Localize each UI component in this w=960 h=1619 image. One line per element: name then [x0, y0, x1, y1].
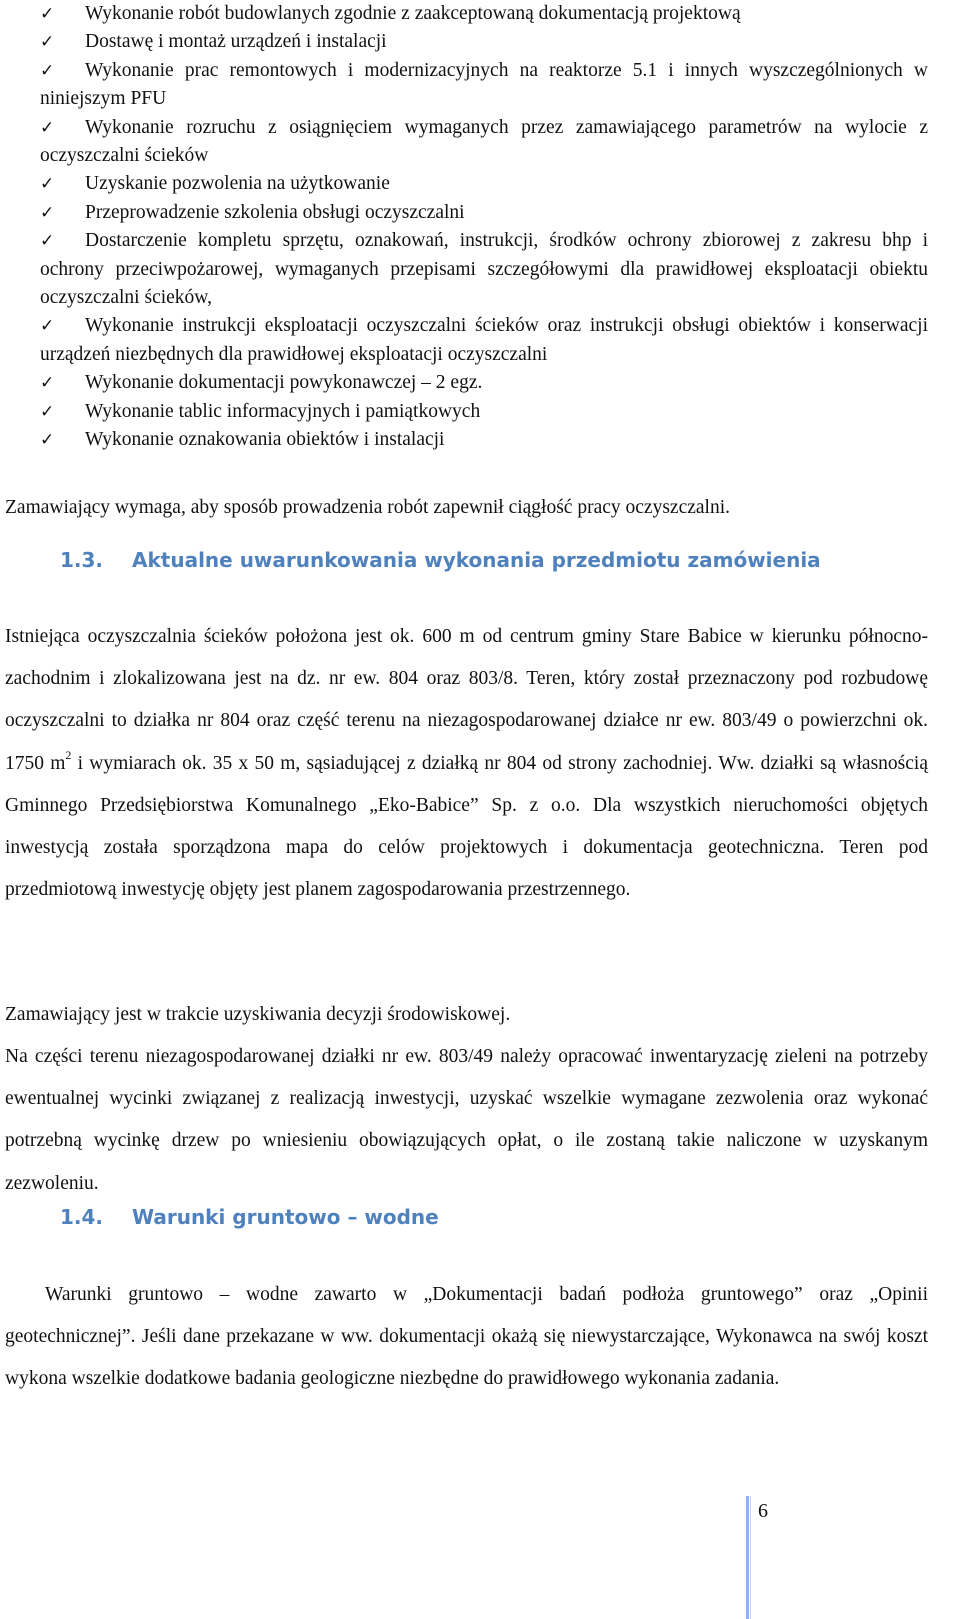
checklist-item: [40, 398, 928, 426]
check-mark-icon: ✓: [40, 373, 55, 394]
checklist-item: [40, 227, 928, 312]
checklist-item-text: Wykonanie instrukcji eksploatacji oczyszczalni ścieków oraz instrukcji obsługi obiektów i konserwacji urządzeń niezbędnych dla prawidłowej eksploatacji oczyszczalni: [40, 315, 928, 365]
check-mark-icon: ✓: [40, 117, 55, 138]
checklist-item-text: Przeprowadzenie szkolenia obsługi oczyszczalni: [85, 201, 465, 223]
checklist-item-text: Wykonanie prac remontowych i modernizacyjnych na reaktorze 5.1 i innych wyszczególnionych w niniejszym PFU: [40, 59, 928, 110]
check-mark-icon: ✓: [40, 174, 55, 195]
check-mark-icon: ✓: [40, 401, 55, 422]
existing-plant-paragraph: [5, 616, 928, 911]
checklist-item-text: Wykonanie tablic informacyjnych i pamiątkowych: [85, 400, 481, 422]
greenery-inventory-paragraph: Na części terenu niezagospodarowanej działki nr ew. 803/49 należy opracować inwentaryzację zieleni na potrzeby ewentualnej wycinki związanej z realizacją inwestycji, uzyskać wszelkie wymagane zezwolenia oraz wykonać potrzebną wycinkę drzew po wniesieniu obowiązujących opłat, o ile zostaną takie naliczone w uzyskanym zezwoleniu.: [5, 1046, 928, 1194]
scope-checklist: [40, 0, 928, 455]
page-number-rule: [746, 1496, 749, 1619]
checklist-item-text: Uzyskanie pozwolenia na użytkowanie: [85, 173, 390, 195]
checklist-item: [40, 170, 928, 198]
ground-water-conditions-paragraph: Warunki gruntowo – wodne zawarto w „Dokumentacji badań podłoża gruntowego” oraz „Opinii geotechnicznej”. Jeśli dane przekazane w ww. dokumentacji okażą się niewystarczające, Wykonawca na swój koszt wykona wszelkie dodatkowe badania geologiczne niezbędne do prawidłowego wykonania zadania.: [5, 1284, 928, 1390]
continuity-requirement-paragraph: Zamawiający wymaga, aby sposób prowadzenia robót zapewnił ciągłość pracy oczyszczalni.: [5, 497, 730, 518]
existing-plant-text-part1: Istniejąca oczyszczalnia ścieków położona jest ok. 600 m od centrum gminy Stare Babice w kierunku północno-zachodnim i zlokalizowana jest na dz. nr ew. 804 oraz 803/8. Teren, który został przeznaczony pod rozbudowę oczyszczalni to działka nr 804 oraz część terenu na niezagospodarowanej działce nr ew. 803/49 o powierzchni ok. 1750 m: [5, 626, 928, 774]
existing-plant-text-part2: i wymiarach ok. 35 x 50 m, sąsiadującej z działką nr 804 od strony zachodniej. Ww. działki są własnością Gminnego Przedsiębiorstwa Komunalnego „Eko-Babice” Sp. z o.o. Dla wszystkich nieruchomości objętych inwestycją została sporządzona mapa do celów projektowych i dokumentacja geotechniczna. Teren pod przedmiotową inwestycję objęty jest planem zagospodarowania przestrzennego.: [5, 752, 928, 901]
checklist-item-text: Wykonanie oznakowania obiektów i instalacji: [85, 429, 445, 451]
check-mark-icon: ✓: [40, 231, 55, 252]
checklist-item: [40, 0, 928, 28]
checklist-item-text: Dostarczenie kompletu sprzętu, oznakowań, instrukcji, środków ochrony zbiorowej z zakresu bhp i ochrony przeciwpożarowej, wymaganych przepisami szczegółowymi dla prawidłowej eksploatacji obiektu oczyszczalni ścieków,: [40, 230, 928, 309]
checklist-item-text: Dostawę i montaż urządzeń i instalacji: [85, 31, 387, 53]
check-mark-icon: ✓: [40, 202, 55, 223]
section-number: 1.4.: [60, 1205, 104, 1229]
section-title: Warunki gruntowo – wodne: [132, 1205, 439, 1229]
section-heading-1-4: [60, 1205, 439, 1229]
check-mark-icon: ✓: [40, 32, 55, 53]
check-mark-icon: ✓: [40, 4, 55, 24]
checklist-item-text: Wykonanie rozruchu z osiągnięciem wymaganych przez zamawiającego parametrów na wylocie z oczyszczalni ścieków: [40, 116, 928, 167]
checklist-item: [40, 312, 928, 369]
section-number: 1.3.: [60, 548, 104, 572]
checklist-item-text: Wykonanie dokumentacji powykonawczej – 2 egz.: [85, 372, 483, 394]
checklist-item: [40, 199, 928, 227]
page-number-rule-accent: [750, 1496, 751, 1619]
check-mark-icon: ✓: [40, 60, 55, 81]
environmental-decision-paragraph: Zamawiający jest w trakcie uzyskiwania decyzji środowiskowej.: [5, 1004, 511, 1025]
section-heading-1-3: [60, 548, 821, 572]
area-unit-superscript: 2: [65, 748, 72, 763]
checklist-item: [40, 369, 928, 397]
page-number: 6: [758, 1500, 768, 1522]
check-mark-icon: ✓: [40, 430, 55, 451]
checklist-item: [40, 114, 928, 171]
checklist-item: [40, 426, 928, 454]
checklist-item: [40, 57, 928, 114]
check-mark-icon: ✓: [40, 316, 55, 337]
checklist-item-text: Wykonanie robót budowlanych zgodnie z zaakceptowaną dokumentacją projektową: [85, 3, 741, 24]
checklist-item: [40, 28, 928, 56]
section-title: Aktualne uwarunkowania wykonania przedmiotu zamówienia: [132, 548, 821, 572]
